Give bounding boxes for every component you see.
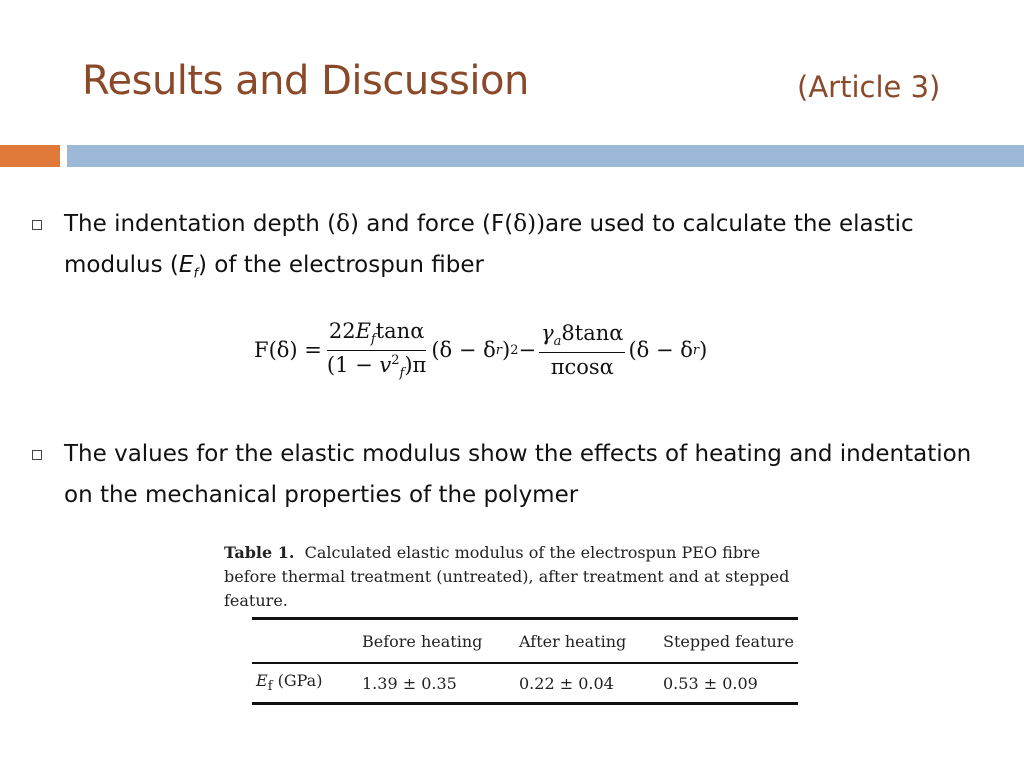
bullet-text-2: The values for the elastic modulus show the effects of heating and indentation on the mechanical properties of the polymer <box>64 441 972 508</box>
accent-bar-blue <box>67 145 1024 167</box>
table-cell: 0.22 ± 0.04 <box>519 673 614 693</box>
row-label-unit: (GPa) <box>272 671 323 691</box>
frac1-den-v: v <box>379 352 392 377</box>
row-label-sub: f <box>267 679 273 695</box>
modulus-subscript: f <box>193 266 199 282</box>
equation-fraction-1 <box>325 319 428 380</box>
table-row-label <box>252 663 362 704</box>
elastic-modulus-table <box>252 617 798 705</box>
modulus-symbol: E <box>178 252 194 278</box>
delta-symbol: δ <box>513 211 528 237</box>
frac1-den-open: (1 − <box>326 352 380 377</box>
term2-sub: r <box>692 342 700 358</box>
accent-bar-orange <box>0 145 60 167</box>
table-caption <box>224 541 814 613</box>
table-header-cell: Before heating <box>362 631 483 651</box>
table-header-row <box>252 619 798 664</box>
table-caption-label: Table 1. <box>224 543 295 562</box>
bullet-text-1 <box>64 204 994 295</box>
equation-lhs: F(δ) = <box>254 338 322 362</box>
term1-sub: r <box>495 342 502 358</box>
table-caption-text: Calculated elastic modulus of the electrospun PEO fibre before thermal treatment (untreated), after treatment and at stepped feature. <box>224 543 790 610</box>
equation-term-2: (δ − δ <box>628 338 693 362</box>
frac2-gamma-sub: a <box>553 334 562 350</box>
term2-close: ) <box>699 338 708 362</box>
table-row <box>252 663 798 704</box>
frac1-den-sup: 2 <box>391 352 400 368</box>
term1-close: ) <box>502 338 511 362</box>
term1-sup: 2 <box>510 342 519 358</box>
frac1-tan: tanα <box>375 319 425 344</box>
slide-title: Results and Discussion <box>82 58 529 104</box>
frac2-num-rest: 8tanα <box>561 321 624 346</box>
table-cell: 0.53 ± 0.09 <box>663 673 758 693</box>
frac1-coef: 22 <box>328 319 356 344</box>
table-header-cell <box>252 619 362 664</box>
bullet-square-icon <box>32 220 42 230</box>
table-header-cell: Stepped feature <box>663 631 794 651</box>
equation-minus: − <box>518 338 537 362</box>
table-cell: 1.39 ± 0.35 <box>362 673 457 693</box>
bullet-1-prefix: The indentation depth ( <box>64 211 337 237</box>
force-equation <box>254 315 794 385</box>
frac1-den-close: )π <box>404 352 427 377</box>
slide-title-suffix: (Article 3) <box>797 70 941 104</box>
bullet-1-rest: are used to calculate the elastic modulus ( <box>64 211 914 278</box>
row-label-E: E <box>256 671 268 691</box>
frac1-E: E <box>355 319 371 344</box>
frac2-den: πcosα <box>550 354 614 379</box>
frac2-gamma: γ <box>541 321 554 346</box>
delta-symbol: δ <box>336 211 350 237</box>
frac1-den-sub: f <box>399 365 405 381</box>
bullet-1-end: ) of the electrospun fiber <box>198 252 484 278</box>
table-header-cell: After heating <box>519 631 627 651</box>
bullet-square-icon <box>32 450 42 460</box>
equation-term-1: (δ − δ <box>431 338 496 362</box>
equation-fraction-2 <box>539 321 625 378</box>
bullet-1-close: )) <box>527 211 546 237</box>
frac1-E-sub: f <box>370 332 376 348</box>
bullet-1-mid: ) and force (F( <box>349 211 514 237</box>
